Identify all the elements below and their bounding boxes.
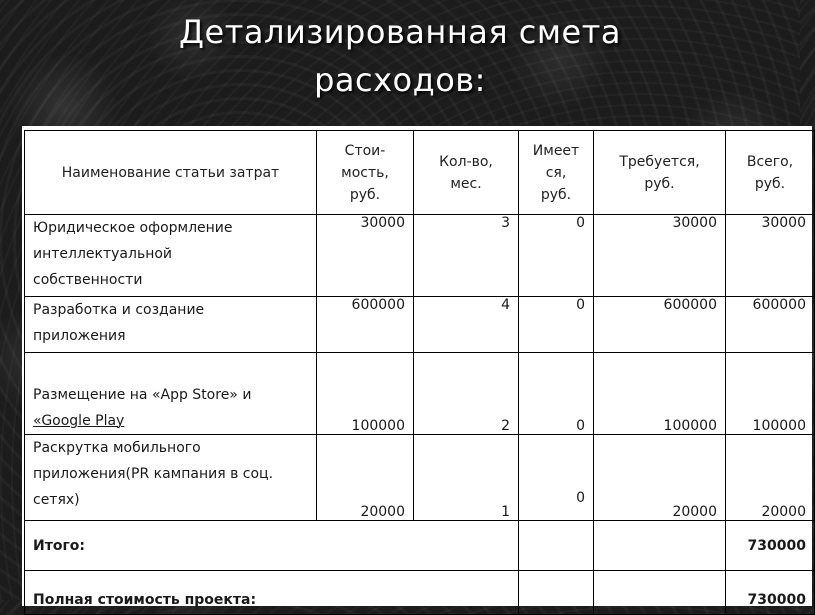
total-value: 730000	[726, 521, 815, 571]
cost-estimate-table	[24, 130, 815, 615]
estimate-sheet	[22, 126, 812, 606]
row-months: 2	[414, 353, 519, 435]
total-empty-cell	[519, 521, 594, 571]
row-item-name	[25, 353, 317, 435]
row-have: 0	[519, 297, 594, 353]
total-label: Итого:	[25, 521, 519, 571]
header-have-line: Имеет	[532, 142, 580, 159]
row-item-name-line: Разработка и создание	[33, 302, 205, 318]
row-required: 20000	[594, 435, 726, 521]
slide-title	[0, 8, 800, 104]
row-item-name	[25, 297, 317, 353]
row-item-name-line: интеллектуальной	[33, 246, 173, 262]
row-item-name-line: приложения	[33, 328, 126, 344]
header-have	[519, 131, 594, 215]
slide-title-line-2: расходов:	[314, 61, 486, 99]
row-total: 100000	[726, 353, 815, 435]
header-required-line: руб.	[644, 175, 675, 192]
header-cost-line: руб.	[349, 186, 381, 203]
header-total	[726, 131, 815, 215]
row-total: 20000	[726, 435, 815, 521]
row-have: 0	[519, 435, 594, 521]
header-total-line: руб.	[754, 175, 786, 192]
full-cost-empty-cell	[519, 571, 594, 615]
row-item-name-line: сетях)	[33, 492, 80, 508]
slide-title-line-1: Детализированная смета	[179, 13, 621, 51]
row-cost: 30000	[317, 215, 414, 297]
row-cost: 600000	[317, 297, 414, 353]
total-row	[25, 521, 815, 571]
row-item-name	[25, 435, 317, 521]
header-months	[414, 131, 519, 215]
row-item-name	[25, 215, 317, 297]
header-months-line: мес.	[450, 175, 482, 192]
full-cost-empty-cell	[594, 571, 726, 615]
row-item-name-line: Размещение на «App Store» и	[33, 387, 252, 403]
table-row	[25, 435, 815, 521]
header-months-line: Кол-во,	[439, 153, 493, 170]
row-item-name-line: Раскрутка мобильного	[33, 440, 201, 456]
table-row	[25, 297, 815, 353]
full-cost-value: 730000	[726, 571, 815, 615]
row-required: 600000	[594, 297, 726, 353]
row-total: 600000	[726, 297, 815, 353]
full-cost-label: Полная стоимость проекта:	[25, 571, 519, 615]
total-empty-cell	[594, 521, 726, 571]
header-cost-line: мость,	[341, 164, 389, 181]
row-cost: 100000	[317, 353, 414, 435]
table-row	[25, 215, 815, 297]
row-months: 1	[414, 435, 519, 521]
row-cost: 20000	[317, 435, 414, 521]
header-have-line: ся,	[545, 164, 567, 181]
row-months: 4	[414, 297, 519, 353]
header-cost	[317, 131, 414, 215]
row-item-name-line: приложения(PR кампания в соц.	[33, 466, 274, 482]
header-total-line: Всего,	[746, 153, 794, 170]
row-total: 30000	[726, 215, 815, 297]
row-item-name-line: собственности	[33, 272, 143, 288]
row-have: 0	[519, 215, 594, 297]
header-cost-line: Стои-	[344, 142, 386, 159]
header-have-line: руб.	[540, 186, 572, 203]
row-months: 3	[414, 215, 519, 297]
row-item-name-line: «Google Play	[33, 413, 125, 429]
row-have: 0	[519, 353, 594, 435]
table-row	[25, 353, 815, 435]
full-cost-row	[25, 571, 815, 615]
header-required-line: Требуется,	[619, 153, 700, 170]
row-item-name-line: Юридическое оформление	[33, 220, 233, 236]
header-item-name: Наименование статьи затрат	[25, 131, 317, 215]
row-required: 100000	[594, 353, 726, 435]
table-header-row	[25, 131, 815, 215]
row-required: 30000	[594, 215, 726, 297]
header-required	[594, 131, 726, 215]
